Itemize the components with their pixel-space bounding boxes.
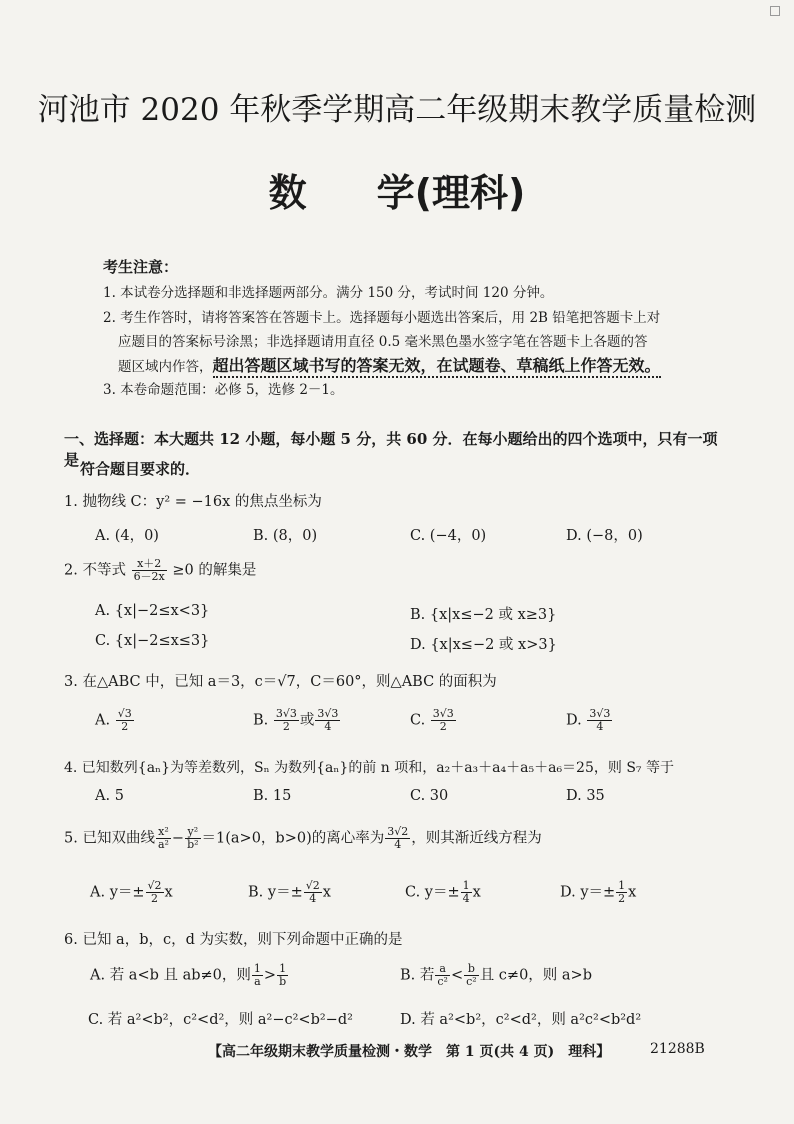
q2-stem-post: ≥0 的解集是 — [172, 562, 257, 579]
q5-ed: 4 — [394, 838, 402, 851]
q6-option-c: C. 若 a²<b²，c²<d²，则 a²−c²<b²−d² — [88, 1012, 353, 1028]
q5-d1: a² — [157, 838, 169, 851]
q3-b-den1: 2 — [282, 720, 290, 733]
q2-fraction — [132, 558, 167, 583]
q1-option-a: A. (4，0) — [95, 528, 159, 544]
q5-b-den: 4 — [309, 892, 317, 905]
q3-b-frac2 — [315, 708, 340, 733]
q2-option-d: D. {x|x≤−2 或 x>3} — [410, 637, 557, 653]
q5-stem-mid: ＝1(a>0，b>0)的离心率为 — [201, 830, 385, 847]
q5-stem-post: ，则其渐近线方程为 — [411, 830, 542, 847]
notice-item-2c — [118, 354, 728, 379]
q2-option-a: A. {x|−2≤x<3} — [95, 603, 210, 619]
corner-mark — [770, 6, 780, 16]
q5-b-post: x — [322, 884, 331, 901]
question-2-stem — [64, 558, 734, 583]
q6-option-d: D. 若 a²<b²，c²<d²，则 a²c²<b²d² — [400, 1012, 642, 1028]
q6-b-d2: c² — [466, 975, 477, 988]
q5-c-pre: C. y＝± — [405, 884, 460, 901]
exam-title: 河池市 2020 年秋季学期高二年级期末教学质量检测 — [37, 92, 757, 128]
q5-d-post: x — [628, 884, 637, 901]
q3-a-num: √3 — [117, 707, 132, 720]
section-heading-line1: 一、选择题：本大题共 12 小题，每小题 5 分，共 60 分．在每小题给出的四个选项中，只有一项是 — [64, 430, 718, 469]
q6-b-frac2 — [464, 963, 479, 988]
q4-option-c: C. 30 — [410, 788, 449, 804]
q3-option-c — [410, 708, 457, 733]
q4-option-b: B. 15 — [253, 788, 292, 804]
q5-frac-y — [185, 826, 200, 851]
q6-a-frac1 — [252, 963, 263, 988]
q5-b-pre: B. y＝± — [248, 884, 303, 901]
notice-item-2c-text: 题区域内作答， — [118, 359, 213, 375]
q5-en: 3√2 — [387, 825, 409, 838]
q5-b-frac — [304, 880, 322, 905]
q5-c-num: 1 — [462, 879, 470, 892]
q6-option-b — [400, 963, 592, 988]
q4-option-a: A. 5 — [95, 788, 124, 804]
q3-a-label: A. — [95, 712, 111, 729]
q2-option-b: B. {x|x≤−2 或 x≥3} — [410, 607, 557, 623]
q1-option-d: D. (−8，0) — [566, 528, 643, 544]
q6-b-d1: c² — [437, 975, 448, 988]
q5-frac-x — [156, 826, 171, 851]
q3-b-frac1 — [274, 708, 299, 733]
question-4-stem: 4. 已知数列{aₙ}为等差数列，Sₙ 为数列{aₙ}的前 n 项和，a₂＋a₃＋a₄＋a₅＋a₆＝25，则 S₇ 等于 — [64, 760, 674, 776]
q6-a-n1: 1 — [253, 962, 261, 975]
q5-a-num: √2 — [147, 879, 162, 892]
notice-heading: 考生注意： — [103, 258, 179, 276]
q3-option-d — [566, 708, 613, 733]
q3-d-den: 4 — [596, 720, 604, 733]
q3-d-num: 3√3 — [589, 707, 611, 720]
q2-frac-den: 6－2x — [133, 570, 165, 583]
q6-b-lt: < — [450, 967, 464, 984]
q1-option-c: C. (−4，0) — [410, 528, 487, 544]
q6-b-pre: B. 若 — [400, 967, 435, 984]
q5-b-num: √2 — [305, 879, 320, 892]
notice-item-2a: 2. 考生作答时，请将答案答在答题卡上。选择题每小题选出答案后，用 2B 铅笔把答题卡上对 — [103, 310, 661, 326]
q6-b-frac1 — [435, 963, 450, 988]
subject-title-a: 数 — [268, 171, 307, 215]
q6-a-d1: a — [254, 975, 261, 988]
section-heading-line2: 符合题目要求的． — [80, 460, 201, 478]
q5-d-pre: D. y＝± — [560, 884, 616, 901]
q5-option-a — [90, 880, 173, 905]
q3-c-label: C. — [410, 712, 426, 729]
q3-d-label: D. — [566, 712, 582, 729]
q6-a-frac2 — [277, 963, 288, 988]
q5-c-den: 4 — [462, 892, 470, 905]
q5-d-frac — [616, 880, 627, 905]
q5-d2: b² — [187, 838, 199, 851]
q5-n1: x² — [156, 826, 171, 839]
q5-d-den: 2 — [618, 892, 626, 905]
q3-a-den: 2 — [121, 720, 129, 733]
q6-b-n1: a — [435, 963, 450, 976]
q5-n2: y² — [185, 826, 200, 839]
q5-frac-e — [385, 826, 410, 851]
q3-c-num: 3√3 — [432, 707, 454, 720]
q5-option-b — [248, 880, 331, 905]
q5-a-den: 2 — [151, 892, 159, 905]
notice-item-2b: 应题目的答案标号涂黑；非选择题请用直径 0.5 毫米黑色墨水签字笔在答题卡上各题的答 — [118, 334, 648, 350]
question-6-stem: 6. 已知 a，b，c，d 为实数，则下列命题中正确的是 — [64, 932, 403, 948]
q3-d-frac — [587, 708, 612, 733]
question-5-stem — [64, 826, 734, 851]
footer-code: 21288B — [650, 1041, 705, 1057]
q2-option-c: C. {x|−2≤x≤3} — [95, 633, 210, 649]
q6-a-gt: > — [263, 967, 277, 984]
q6-b-n2: b — [464, 963, 479, 976]
q5-a-pre: A. y＝± — [90, 884, 145, 901]
q5-minus: − — [171, 830, 185, 847]
q2-stem-pre: 2. 不等式 — [64, 562, 126, 579]
q3-c-den: 2 — [439, 720, 447, 733]
q5-a-frac — [146, 880, 164, 905]
q6-a-d2: b — [279, 975, 287, 988]
q3-b-num1: 3√3 — [275, 707, 297, 720]
question-3-stem: 3. 在△ABC 中，已知 a＝3，c＝√7，C＝60°，则△ABC 的面积为 — [64, 674, 497, 690]
q3-c-frac — [431, 708, 456, 733]
question-1-stem: 1. 抛物线 C：y² = −16x 的焦点坐标为 — [64, 494, 322, 510]
subject-title-b: 学(理科) — [376, 171, 526, 215]
q6-a-pre: A. 若 a<b 且 ab≠0，则 — [90, 967, 251, 984]
subject-title — [0, 162, 794, 217]
q5-d-num: 1 — [618, 879, 626, 892]
footer-page-info: 【高二年级期末教学质量检测・数学 第 1 页(共 4 页) 理科】 — [208, 1044, 611, 1060]
q3-option-b — [253, 708, 341, 733]
q5-c-post: x — [472, 884, 481, 901]
q5-option-d — [560, 880, 636, 905]
notice-item-3: 3. 本卷命题范围：必修 5，选修 2－1。 — [103, 382, 344, 398]
q3-a-frac — [116, 708, 134, 733]
q6-b-post: 且 c≠0，则 a>b — [479, 967, 592, 984]
notice-item-1: 1. 本试卷分选择题和非选择题两部分。满分 150 分，考试时间 120 分钟。 — [103, 285, 554, 301]
q1-option-b: B. (8，0) — [253, 528, 318, 544]
q3-b-den2: 4 — [324, 720, 332, 733]
q3-b-label: B. — [253, 712, 269, 729]
q5-c-frac — [461, 880, 472, 905]
q6-option-a — [90, 963, 289, 988]
q3-b-num2: 3√3 — [317, 707, 339, 720]
notice-emphasis: 超出答题区域书写的答案无效，在试题卷、草稿纸上作答无效。 — [213, 356, 661, 378]
q2-frac-num: x＋2 — [132, 558, 167, 571]
q5-option-c — [405, 880, 481, 905]
q6-a-n2: 1 — [277, 963, 288, 976]
q3-option-a — [95, 708, 135, 733]
q4-option-d: D. 35 — [566, 788, 605, 804]
q5-a-post: x — [164, 884, 173, 901]
q5-stem-pre: 5. 已知双曲线 — [64, 830, 155, 847]
q3-b-or: 或 — [299, 712, 315, 729]
